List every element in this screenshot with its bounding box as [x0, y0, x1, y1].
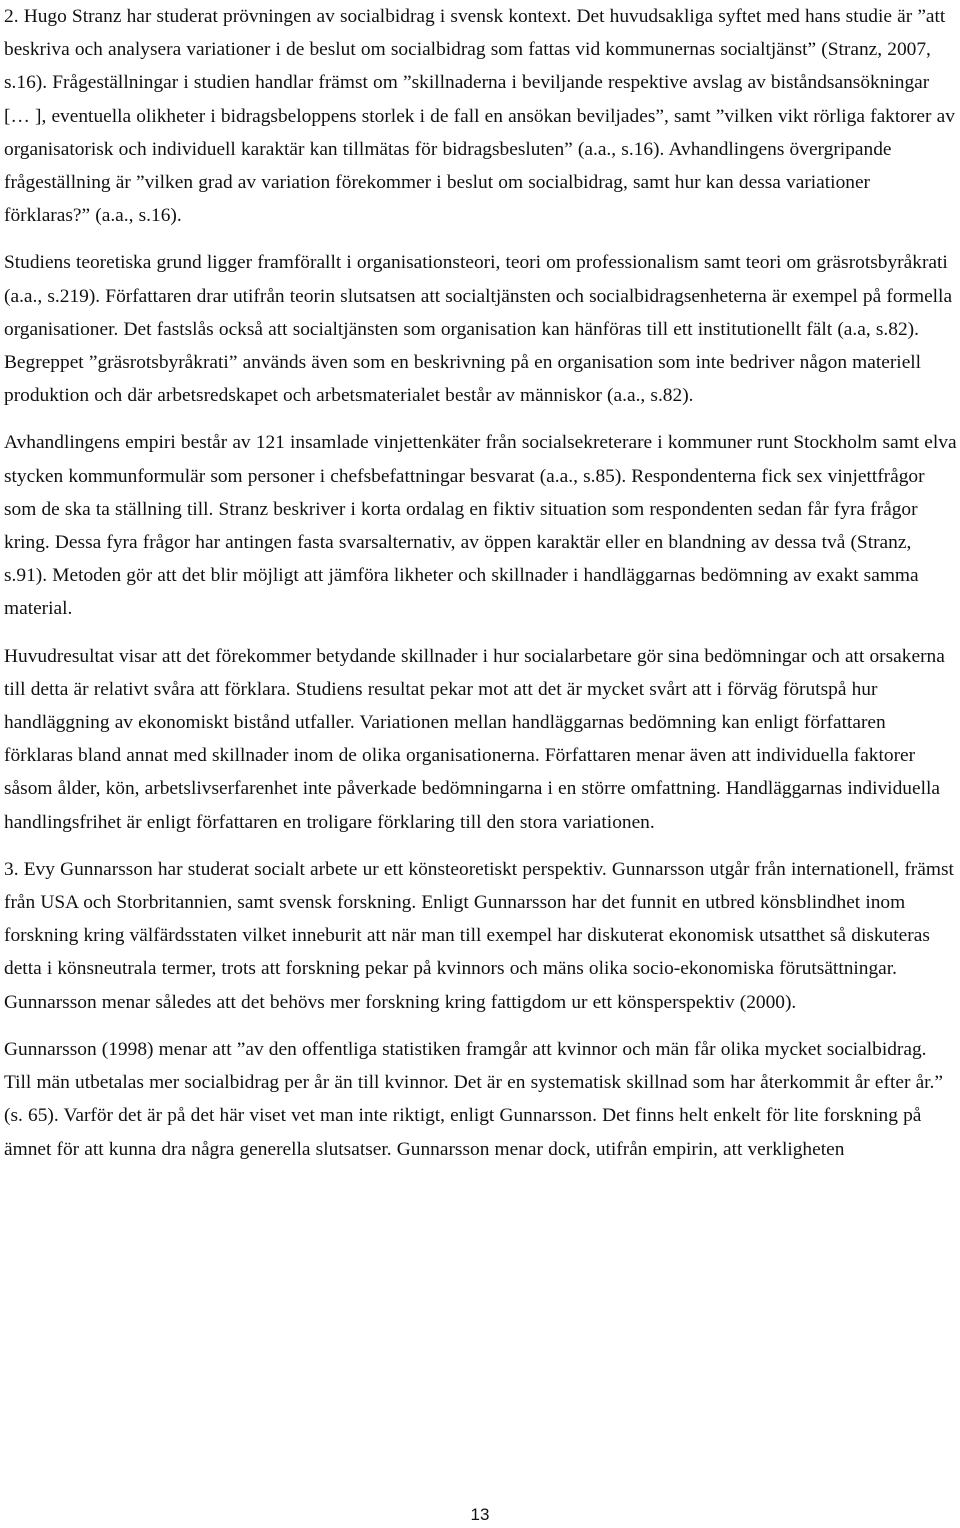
- paragraph-gunnarsson-quote: Gunnarsson (1998) menar att ”av den offentliga statistiken framgår att kvinnor och män får olika mycket socialbidrag. Till män utbetalas mer socialbidrag per år än till kvinnor. Det är en systematisk skillnad som har återkommit år efter år.” (s. 65). Varför det är på det här viset vet man inte riktigt, enligt Gunnarsson. Det finns helt enkelt för lite forskning på ämnet för att kunna dra några generella slutsatser. Gunnarsson menar dock, utifrån empirin, att verkligheten: [4, 1038, 944, 1160]
- paragraph-gap: [4, 839, 958, 853]
- paragraph-gap: [4, 412, 958, 426]
- paragraph-gap: [4, 232, 958, 246]
- paragraph-empirics: Avhandlingens empiri består av 121 insamlade vinjettenkäter från socialsekreterare i kommuner runt Stockholm samt elva stycken kommunformulär som personer i chefsbefattningar besvarat (a.a., s.85). Respondenterna fick sex vinjettfrågor som de ska ta ställning till. Stranz beskriver i korta ordalag en fiktiv situation som respondenten sedan får fyra frågor kring. Dessa fyra frågor har antingen fasta svarsalternativ, av öppen karaktär eller en blandning av dessa två (Stranz, s.91). Metoden gör att det blir möjligt att jämföra likheter och skillnader i handläggarnas bedömning av exakt samma material.: [4, 432, 957, 620]
- paragraph-gap: [4, 626, 958, 640]
- paragraph-stranz-study: 2. Hugo Stranz har studerat prövningen av socialbidrag i svensk kontext. Det huvudsakliga syftet med hans studie är ”att beskriva och analysera variationer i de beslut om socialbidrag som fattas vid kommunernas socialtjänst” (Stranz, 2007, s.16). Frågeställningar i studien handlar främst om ”skillnaderna i beviljande respektive avslag av biståndsansökningar [… ], eventuella olikheter i bidragsbeloppens storlek i de fall en ansökan beviljades”, samt ”vilken vikt rörliga faktorer av organisatorisk och individuell karaktär kan tillmätas för bidragsbesluten” (a.a., s.16). Avhandlingens övergripande frågeställning är ”vilken grad av variation förekommer i beslut om socialbidrag, samt hur kan dessa variationer förklaras?” (a.a., s.16).: [4, 6, 955, 227]
- paragraph-gunnarsson-study: 3. Evy Gunnarsson har studerat socialt arbete ur ett könsteoretiskt perspektiv. Gunnarsson utgår från internationell, främst från USA och Storbritannien, samt svensk forskning. Enligt Gunnarsson har det funnit en utbred könsblindhet inom forskning kring välfärdsstaten vilket inneburit att när man till exempel har diskuterat ekonomisk utsatthet så diskuteras detta i könsneutrala termer, trots att forskning pekar på kvinnors och mäns olika socio-ekonomiska förutsättningar. Gunnarsson menar således att det behövs mer forskning kring fattigdom ur ett könsperspektiv (2000).: [4, 858, 954, 1013]
- page-number: 13: [470, 1505, 490, 1524]
- paragraph-gap: [4, 1019, 958, 1033]
- paragraph-results: Huvudresultat visar att det förekommer betydande skillnader i hur socialarbetare gör sina bedömningar och att orsakerna till detta är relativt svåra att förklara. Studiens resultat pekar mot att det är mycket svårt att i förväg förutspå hur handläggning av ekonomiskt bistånd utfaller. Variationen mellan handläggarnas bedömning kan enligt författaren förklaras bland annat med skillnader inom de olika organisationerna. Författaren menar även att individuella faktorer såsom ålder, kön, arbetslivserfarenhet inte påverkade bedömningarna i en större omfattning. Handläggarnas individuella handlingsfrihet är enligt författaren en troligare förklaring till den stora variationen.: [4, 645, 945, 833]
- paragraph-theory: Studiens teoretiska grund ligger framförallt i organisationsteori, teori om professionalism samt teori om gräsrotsbyråkrati (a.a., s.219). Författaren drar utifrån teorin slutsatsen att socialtjänsten och socialbidragsenheterna är exempel på formella organisationer. Det fastslås också att socialtjänsten som organisation kan hänföras till ett institutionellt fält (a.a, s.82). Begreppet ”gräsrotsbyråkrati” används även som en beskrivning på en organisation som inte bedriver någon materiell produktion och där arbetsredskapet och arbetsmaterialet består av människor (a.a., s.82).: [4, 252, 953, 407]
- document-page: [4, 0, 958, 1166]
